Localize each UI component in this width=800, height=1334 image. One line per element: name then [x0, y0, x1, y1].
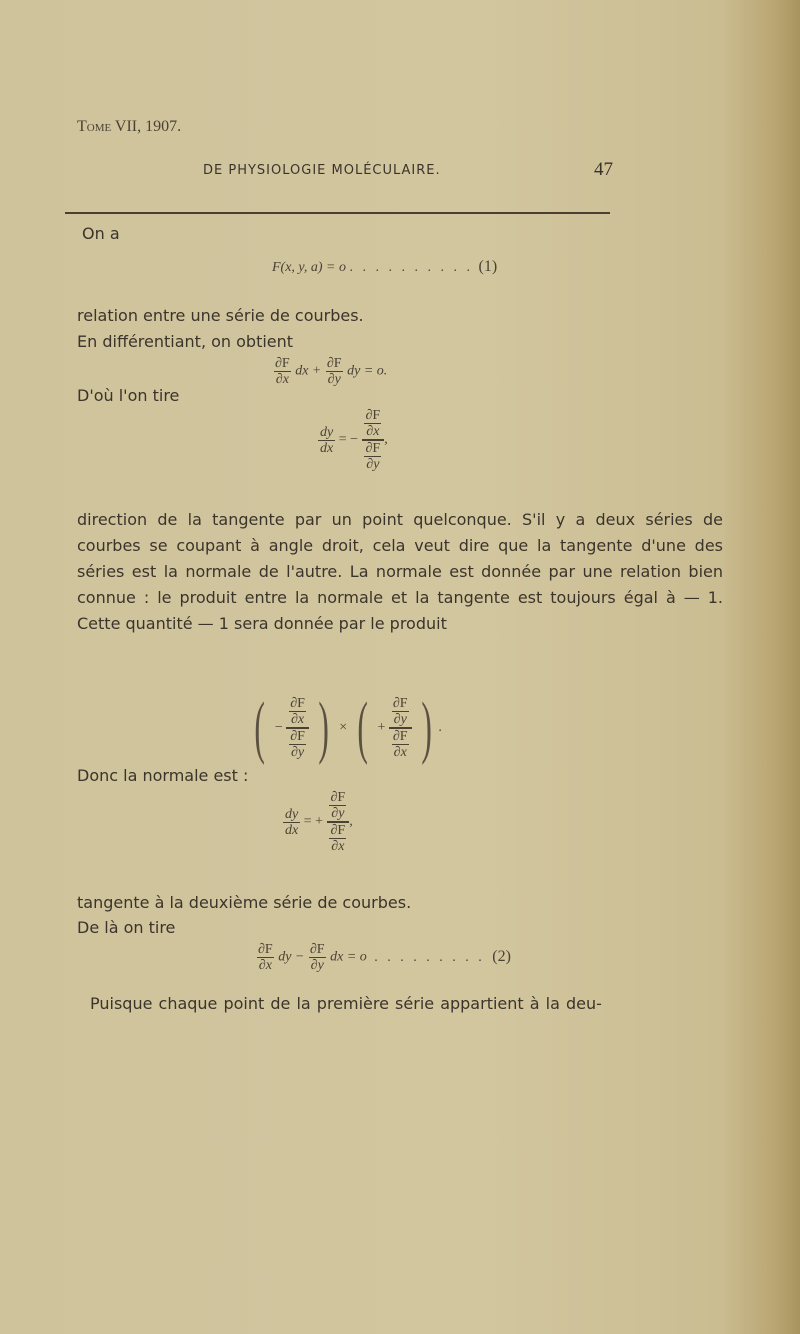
operator: = + — [303, 814, 324, 830]
operator: + — [377, 720, 386, 736]
denominator: dx — [320, 440, 334, 456]
eq1-lhs: F(x, y, a) = o — [272, 260, 346, 275]
denominator: ∂y — [366, 457, 380, 472]
numerator: ∂F — [290, 729, 305, 744]
numerator: ∂F — [275, 356, 290, 371]
denominator: ∂y — [331, 806, 345, 821]
denominator: ∂x — [393, 745, 407, 760]
equation-product — [248, 689, 442, 766]
equation-1 — [272, 258, 497, 276]
text-dela: De là on tire — [77, 918, 176, 937]
term: dy − — [278, 949, 305, 965]
comma: , — [384, 432, 388, 448]
denominator: ∂y — [310, 958, 324, 973]
numerator: ∂F — [290, 696, 305, 711]
denominator: ∂x — [258, 958, 272, 973]
header-rule — [65, 212, 610, 214]
right-paren: ) — [421, 689, 432, 766]
equation-differential — [273, 356, 387, 387]
text-dou: D'où l'on tire — [77, 386, 180, 405]
numerator: ∂F — [365, 441, 381, 456]
eq2-dots: . . . . . . . . . — [374, 949, 485, 965]
numerator: ∂F — [258, 942, 273, 957]
operator: − — [274, 720, 283, 736]
text-puisque: Puisque chaque point de la première série appartient à la deu- — [90, 994, 602, 1013]
denominator: ∂y — [291, 745, 305, 760]
denominator: ∂x — [275, 372, 289, 387]
numerator: ∂F — [309, 942, 325, 957]
eq1-dots: . . . . . . . . . . — [349, 260, 473, 275]
eq2-label: (2) — [492, 947, 511, 965]
right-paren: ) — [318, 689, 330, 766]
operator: = − — [338, 432, 359, 448]
term: dx = o — [330, 949, 367, 965]
eq1-label: (1) — [478, 258, 498, 275]
comma: , — [349, 814, 353, 830]
numerator: ∂F — [330, 823, 346, 838]
numerator: dy — [320, 424, 334, 440]
numerator: ∂F — [330, 790, 346, 805]
numerator: ∂F — [392, 729, 408, 744]
text-differentiating: En différentiant, on obtient — [77, 332, 294, 351]
text-relation: relation entre une série de courbes. — [77, 306, 364, 325]
running-title: DE PHYSIOLOGIE MOLÉCULAIRE. — [203, 163, 441, 178]
denominator: dx — [285, 822, 299, 838]
equation-slope — [318, 408, 388, 472]
denominator: ∂x — [331, 839, 345, 854]
volume-header: Tome VII, 1907. — [77, 118, 182, 135]
denominator: ∂x — [366, 424, 380, 439]
numerator: dy — [285, 806, 299, 822]
text-tangente: tangente à la deuxième série de courbes. — [77, 893, 412, 912]
paragraph-tangent-normal: direction de la tangente par un point quelconque. S'il y a deux séries de courbes se coupant à angle droit, cela veut dire que la tangente d'une des séries est la normale de l'autre. La normale est donnée par une relation bien connue : le produit entre la normale et la tangente est toujours égal à — 1. Cette quantité — 1 sera donnée par le produit — [77, 510, 723, 633]
period: . — [438, 720, 442, 736]
numerator: ∂F — [326, 356, 342, 371]
denominator: ∂y — [393, 712, 407, 727]
equation-normal — [283, 790, 353, 854]
text-on-a: On a — [82, 224, 120, 243]
left-paren: ( — [254, 689, 265, 766]
text-donc: Donc la normale est : — [77, 766, 249, 785]
operator: × — [339, 720, 348, 736]
page-number: 47 — [594, 159, 613, 180]
left-paren: ( — [357, 689, 368, 766]
denominator: ∂x — [291, 712, 305, 727]
numerator: ∂F — [365, 408, 381, 423]
numerator: ∂F — [392, 696, 408, 711]
denominator: ∂y — [327, 372, 341, 387]
equation-2 — [256, 942, 511, 973]
term: dx + — [295, 363, 322, 379]
term: dy = o. — [347, 363, 388, 379]
